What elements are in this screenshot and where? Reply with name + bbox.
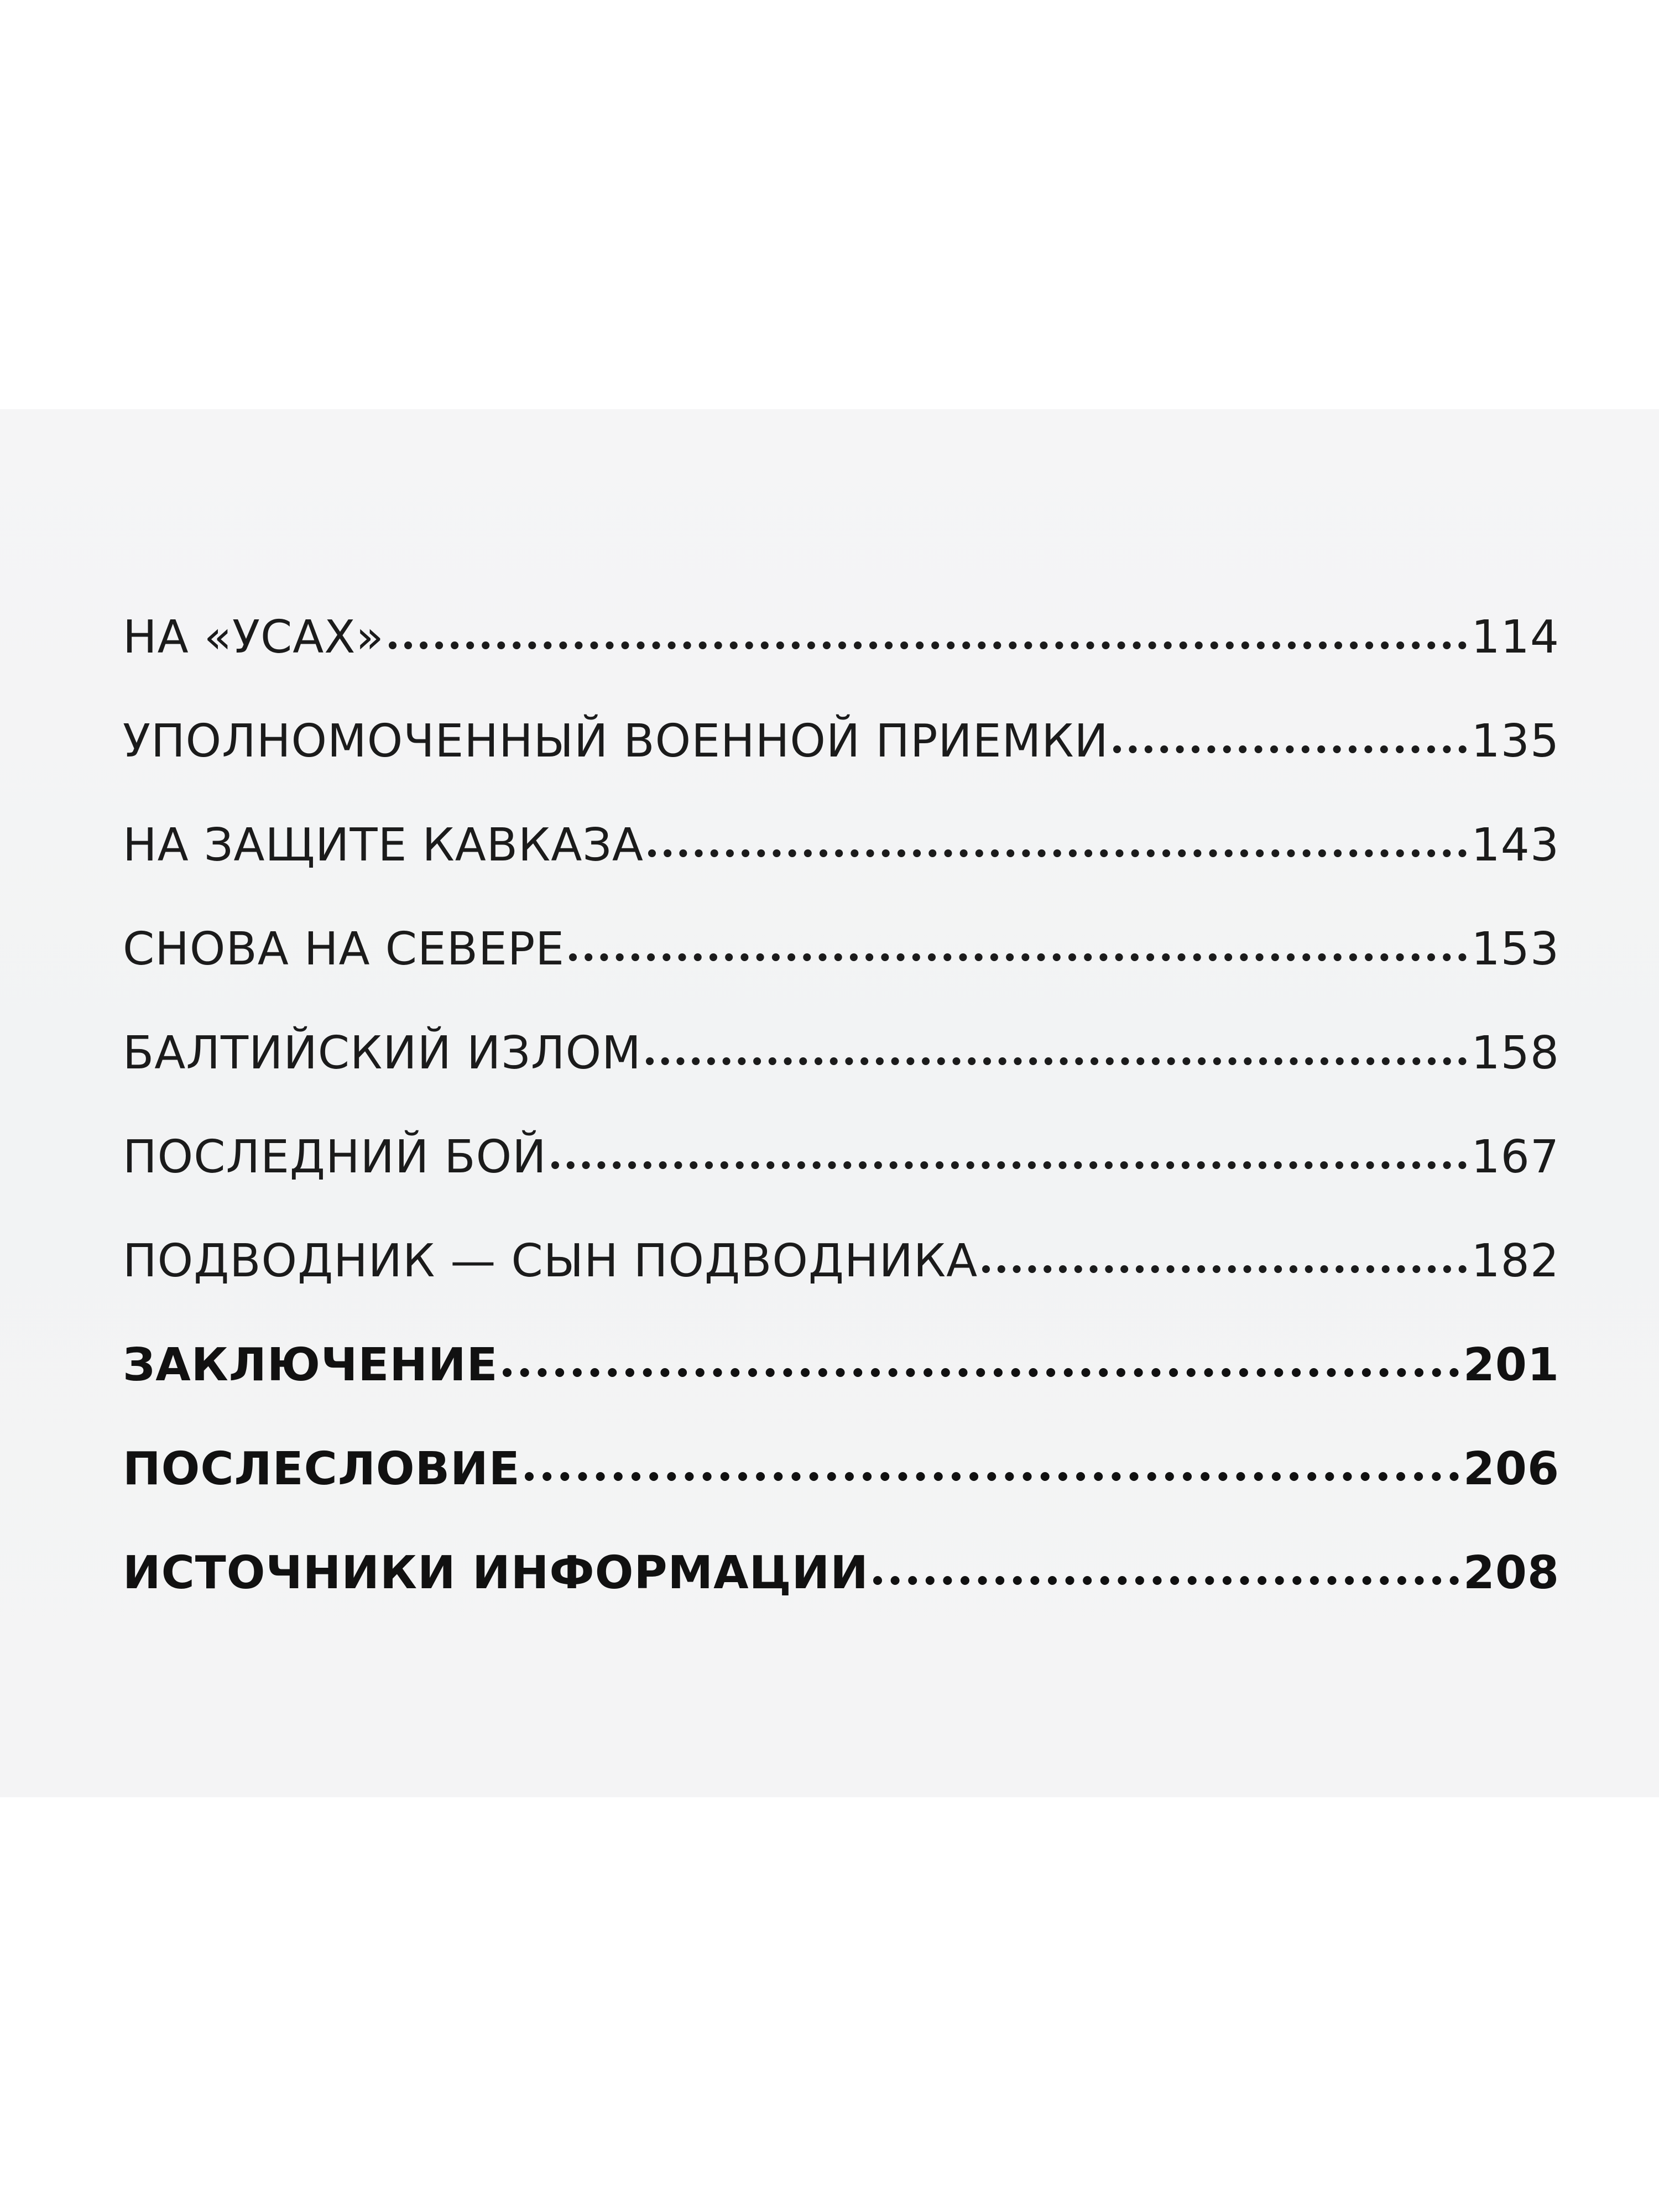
dot-leader xyxy=(389,641,1467,649)
toc-entry-title: ПОДВОДНИК — СЫН ПОДВОДНИКА xyxy=(123,1235,978,1287)
toc-entry-title: ИСТОЧНИКИ ИНФОРМАЦИИ xyxy=(123,1547,869,1599)
toc-entry-upolnomochenny xyxy=(123,715,1559,819)
table-of-contents xyxy=(123,611,1559,1651)
toc-entry-page-number: 206 xyxy=(1463,1443,1559,1495)
toc-entry-title: БАЛТИЙСКИЙ ИЗЛОМ xyxy=(123,1027,641,1079)
toc-entry-page-number: 153 xyxy=(1471,923,1559,975)
toc-entry-title: ПОСЛЕДНИЙ БОЙ xyxy=(123,1131,547,1183)
dot-leader xyxy=(982,1265,1467,1273)
toc-entry-page-number: 208 xyxy=(1463,1547,1559,1599)
toc-entry-title: ЗАКЛЮЧЕНИЕ xyxy=(123,1339,498,1391)
toc-entry-posleslovie xyxy=(123,1443,1559,1547)
dot-leader xyxy=(646,1057,1467,1065)
toc-entry-page-number: 114 xyxy=(1471,611,1559,664)
toc-entry-snova-na-severe xyxy=(123,923,1559,1027)
toc-entry-page-number: 182 xyxy=(1471,1235,1559,1287)
toc-entry-page-number: 158 xyxy=(1471,1027,1559,1079)
dot-leader xyxy=(873,1576,1459,1585)
dot-leader xyxy=(525,1472,1459,1481)
toc-entry-istochniki xyxy=(123,1547,1559,1651)
toc-entry-na-usakh xyxy=(123,611,1559,715)
toc-entry-title: НА ЗАЩИТЕ КАВКАЗА xyxy=(123,819,644,872)
toc-entry-page-number: 167 xyxy=(1471,1131,1559,1183)
toc-entry-page-number: 135 xyxy=(1471,715,1559,768)
toc-entry-title: НА «УСАХ» xyxy=(123,611,384,664)
toc-entry-podvodnik xyxy=(123,1235,1559,1339)
toc-entry-na-zashchite-kavkaza xyxy=(123,819,1559,923)
dot-leader xyxy=(503,1368,1459,1377)
toc-entry-baltiysky-izlom xyxy=(123,1027,1559,1131)
dot-leader xyxy=(1113,745,1467,753)
toc-entry-page-number: 201 xyxy=(1463,1339,1559,1391)
toc-entry-zaklyuchenie xyxy=(123,1339,1559,1443)
dot-leader xyxy=(551,1161,1467,1169)
toc-entry-page-number: 143 xyxy=(1471,819,1559,872)
dot-leader xyxy=(569,953,1467,961)
toc-entry-title: УПОЛНОМОЧЕННЫЙ ВОЕННОЙ ПРИЕМКИ xyxy=(123,715,1109,768)
toc-entry-posledny-boy xyxy=(123,1131,1559,1235)
dot-leader xyxy=(648,849,1467,857)
toc-entry-title: СНОВА НА СЕВЕРЕ xyxy=(123,923,565,975)
toc-entry-title: ПОСЛЕСЛОВИЕ xyxy=(123,1443,520,1495)
